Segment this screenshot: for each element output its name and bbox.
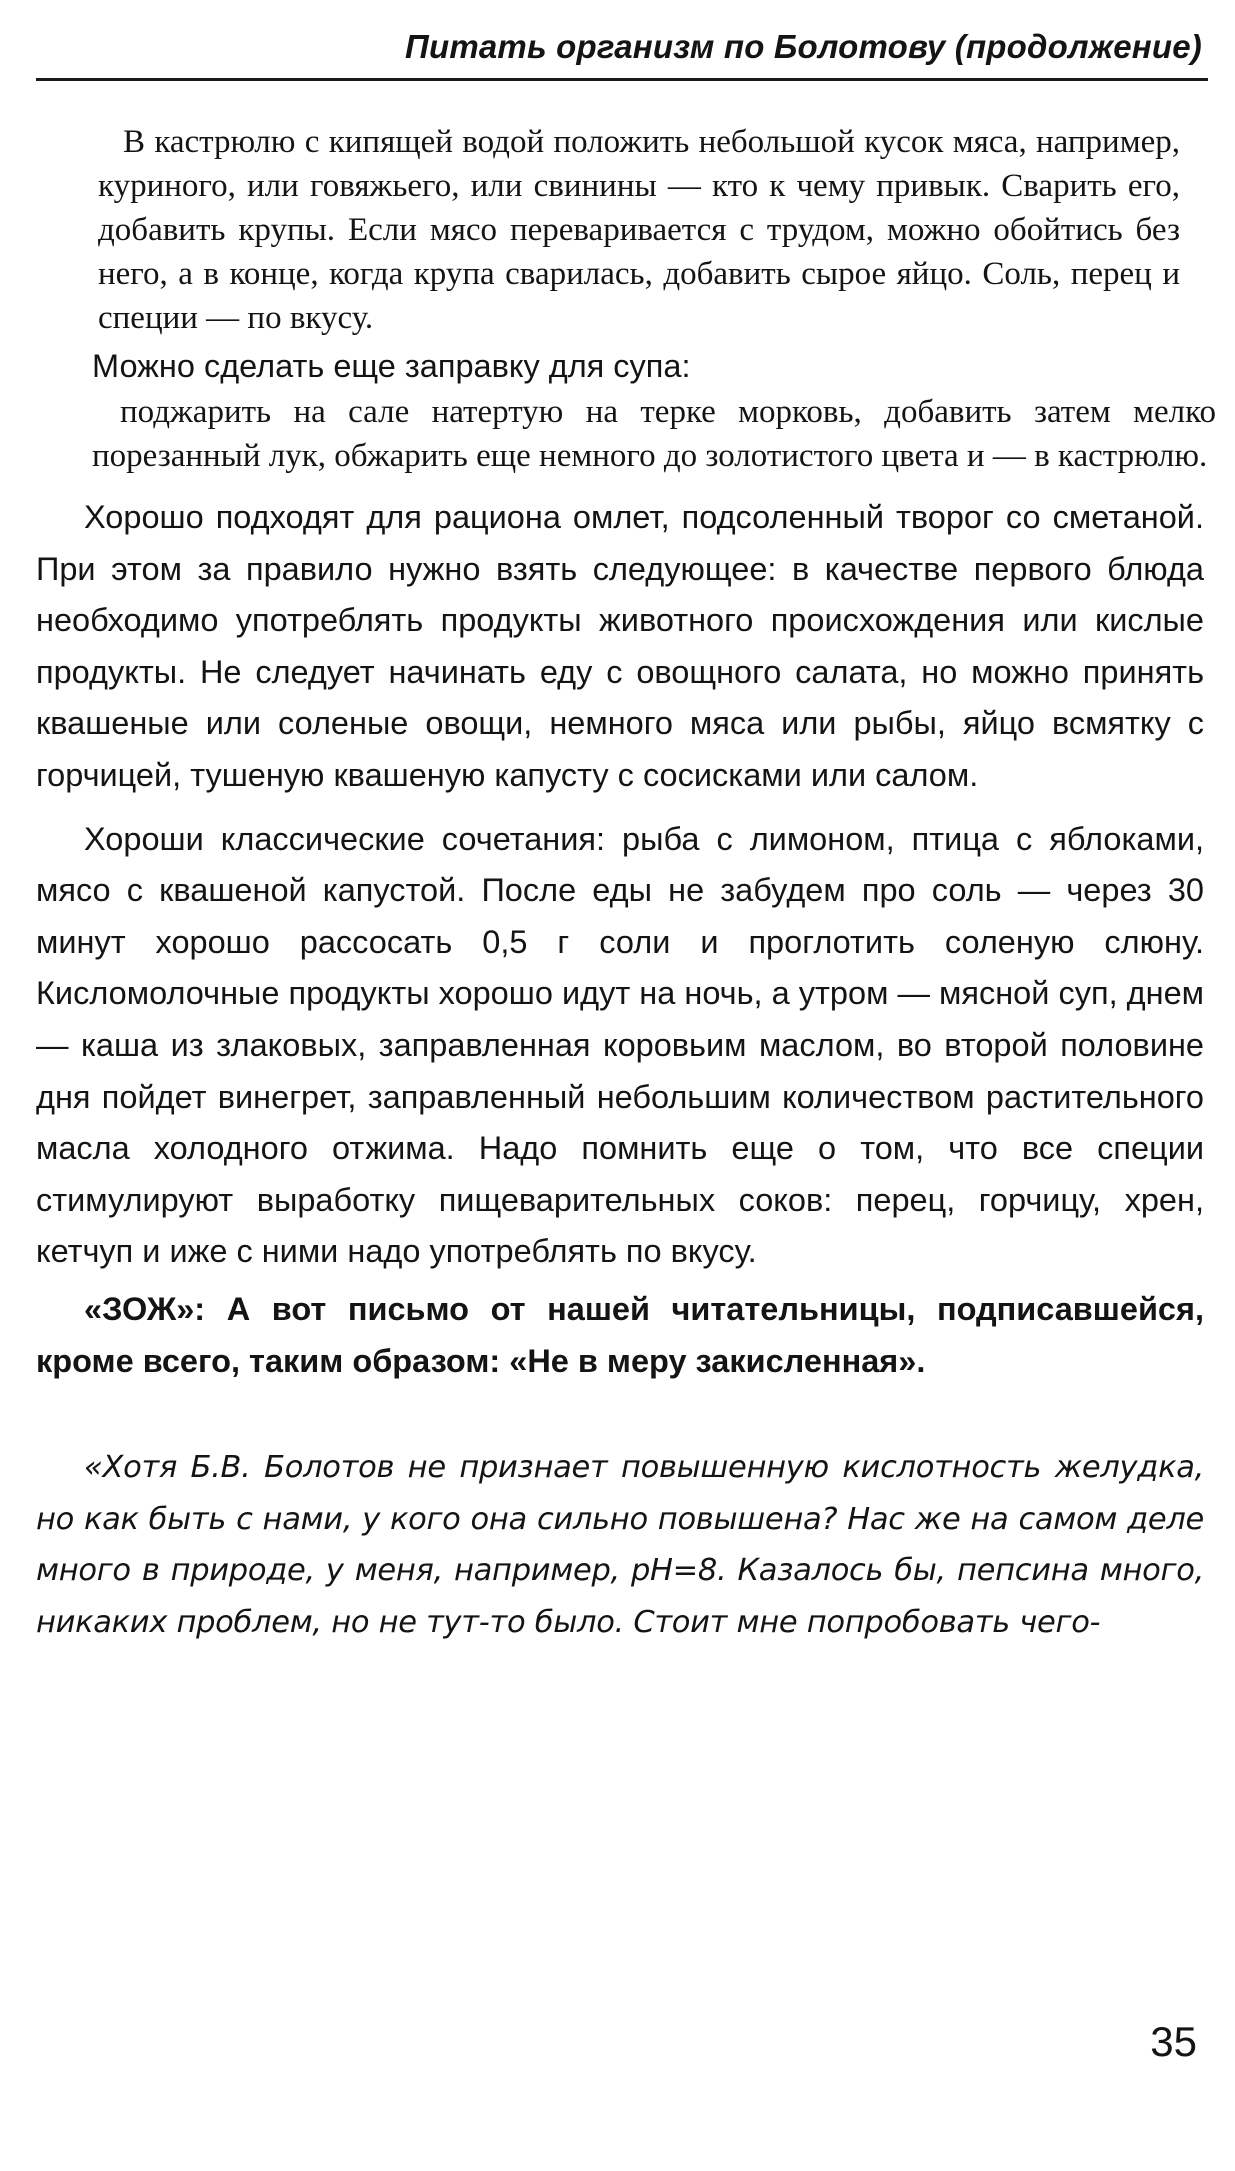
running-header-title: Питать организм по Болотову (продолжение) (405, 28, 1202, 65)
page-number: 35 (1150, 2018, 1197, 2065)
running-header (36, 22, 1208, 81)
editorial-note: «ЗОЖ»: А вот письмо от нашей читательницы, подписавшейся, кроме всего, таким образом: «Не в меру закисленная». (36, 1290, 1204, 1379)
body-text (36, 120, 1216, 1648)
paragraph-food-combinations: Хороши классические сочетания: рыба с лимоном, птица с яблоками, мясо с квашеной капустой. После еды не забудем про соль — через 30 минут хорошо рассосать 0,5 г соли и проглотить соленую слюну. Кисломолочные продукты хорошо идут на ночь, а утром — мясной суп, днем — каша из злаковых, заправленная коровьим маслом, во второй половине дня пойдет винегрет, заправленный небольшим количеством растительного масла холодного отжима. Надо помнить еще о том, что все специи стимулируют выработку пищеварительных соков: перец, горчицу, хрен, кетчуп и иже с ними надо употреблять по вкусу. (36, 820, 1204, 1270)
dressing-recipe-block: поджарить на сале натертую на терке морковь, добавить затем мелко порезанный лук, обжарить еще немного до золотистого цвета и — в кастрюлю. (92, 394, 1216, 474)
reader-letter-excerpt: «Хотя Б.В. Болотов не признает повышенную кислотность желудка, но как быть с нами, у кого она сильно повышена? Нас же на самом деле много в природе, у меня, например, pH=8. Казалось бы, пепсина много, никаких проблем, но не тут-то было. Стоит мне попробовать чего- (36, 1450, 1204, 1640)
dressing-intro-line: Можно сделать еще заправку для супа: (92, 348, 691, 384)
paragraph-diet-rules: Хорошо подходят для рациона омлет, подсоленный творог со сметаной. При этом за правило нужно взять следующее: в качестве первого блюда необходимо употреблять продукты животного происхождения или кислые продукты. Не следует начинать еду с овощного салата, но можно принять квашеные или соленые овощи, немного мяса или рыбы, яйцо всмятку с горчицей, тушеную квашеную капусту с сосисками или салом. (36, 499, 1204, 793)
recipe-text-block: В кастрюлю с кипящей водой положить небольшой кусок мяса, например, куриного, или говяжьего, или свинины — кто к чему привык. Сварить его, добавить крупы. Если мясо переваривается с трудом, можно обойтись без него, а в конце, когда крупа сварилась, добавить сырое яйцо. Соль, перец и специи — по вкусу. (98, 124, 1180, 336)
